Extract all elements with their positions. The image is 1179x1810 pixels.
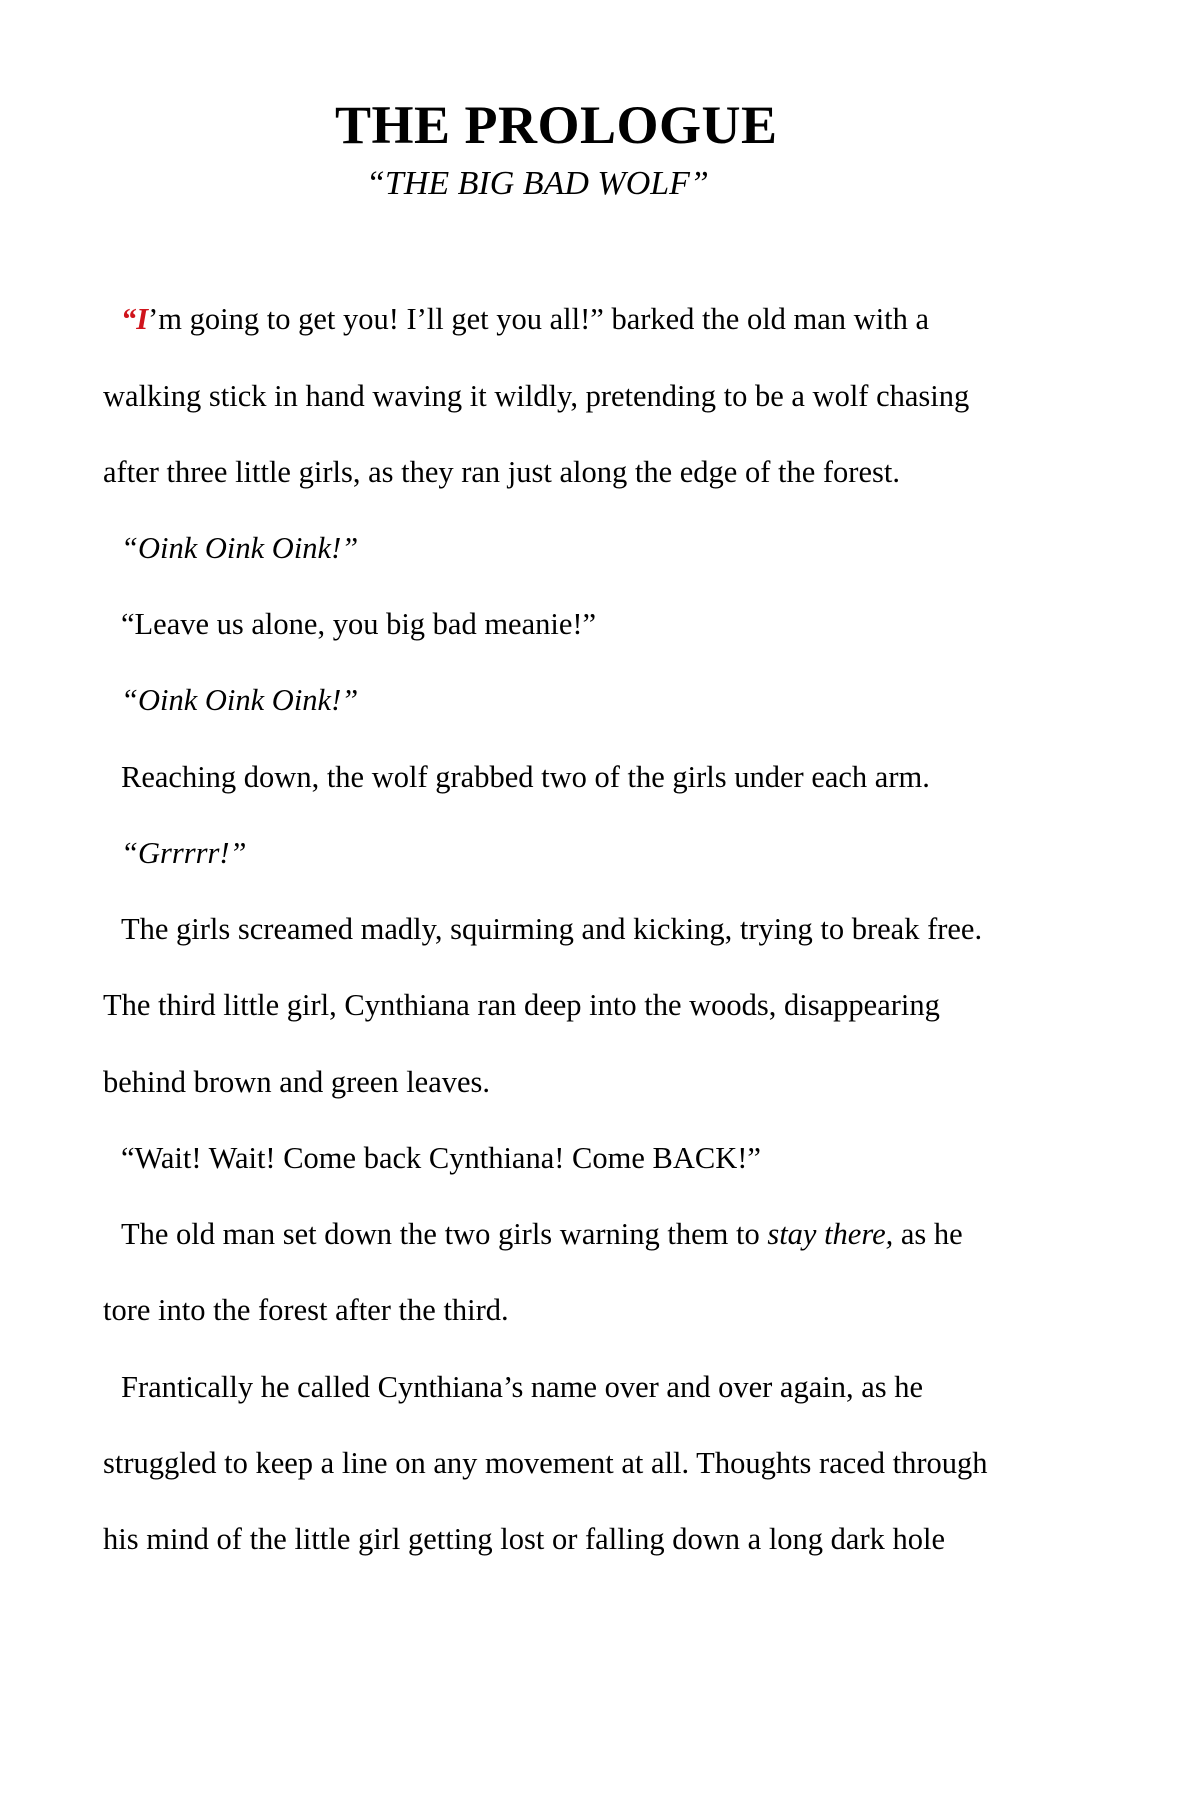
body-line: tore into the forest after the third. bbox=[103, 1293, 509, 1327]
emphasis-text: stay there, bbox=[767, 1217, 894, 1251]
body-line: The girls screamed madly, squirming and kicking, trying to break free. bbox=[121, 912, 983, 946]
chapter-subtitle: “THE BIG BAD WOLF” bbox=[366, 165, 709, 202]
body-line: struggled to keep a line on any movement at all. Thoughts raced through bbox=[103, 1446, 988, 1480]
body-line: Frantically he called Cynthiana’s name over and over again, as he bbox=[121, 1370, 924, 1404]
body-line: walking stick in hand waving it wildly, pretending to be a wolf chasing bbox=[103, 379, 970, 413]
dialogue-line: “Leave us alone, you big bad meanie!” bbox=[121, 607, 597, 641]
drop-cap: “I bbox=[121, 302, 149, 336]
body-line: The third little girl, Cynthiana ran deep into the woods, disappearing bbox=[103, 988, 940, 1022]
dialogue-line: “Oink Oink Oink!” bbox=[121, 683, 359, 717]
dialogue-line: “Grrrrr!” bbox=[121, 836, 247, 870]
body-line bbox=[121, 1219, 963, 1250]
body-line: Reaching down, the wolf grabbed two of the girls under each arm. bbox=[121, 760, 930, 794]
body-text: as he bbox=[893, 1217, 963, 1251]
chapter-title: THE PROLOGUE bbox=[335, 95, 778, 155]
body-line: his mind of the little girl getting lost or falling down a long dark hole bbox=[103, 1522, 946, 1556]
body-line: after three little girls, as they ran just along the edge of the forest. bbox=[103, 455, 900, 489]
body-text: The old man set down the two girls warning them to bbox=[121, 1217, 768, 1251]
body-line bbox=[103, 304, 929, 335]
dialogue-line: “Oink Oink Oink!” bbox=[121, 531, 359, 565]
body-line: behind brown and green leaves. bbox=[103, 1065, 491, 1099]
body-text: ’m going to get you! I’ll get you all!” barked the old man with a bbox=[148, 302, 930, 336]
dialogue-line: “Wait! Wait! Come back Cynthiana! Come BACK!” bbox=[121, 1141, 761, 1175]
